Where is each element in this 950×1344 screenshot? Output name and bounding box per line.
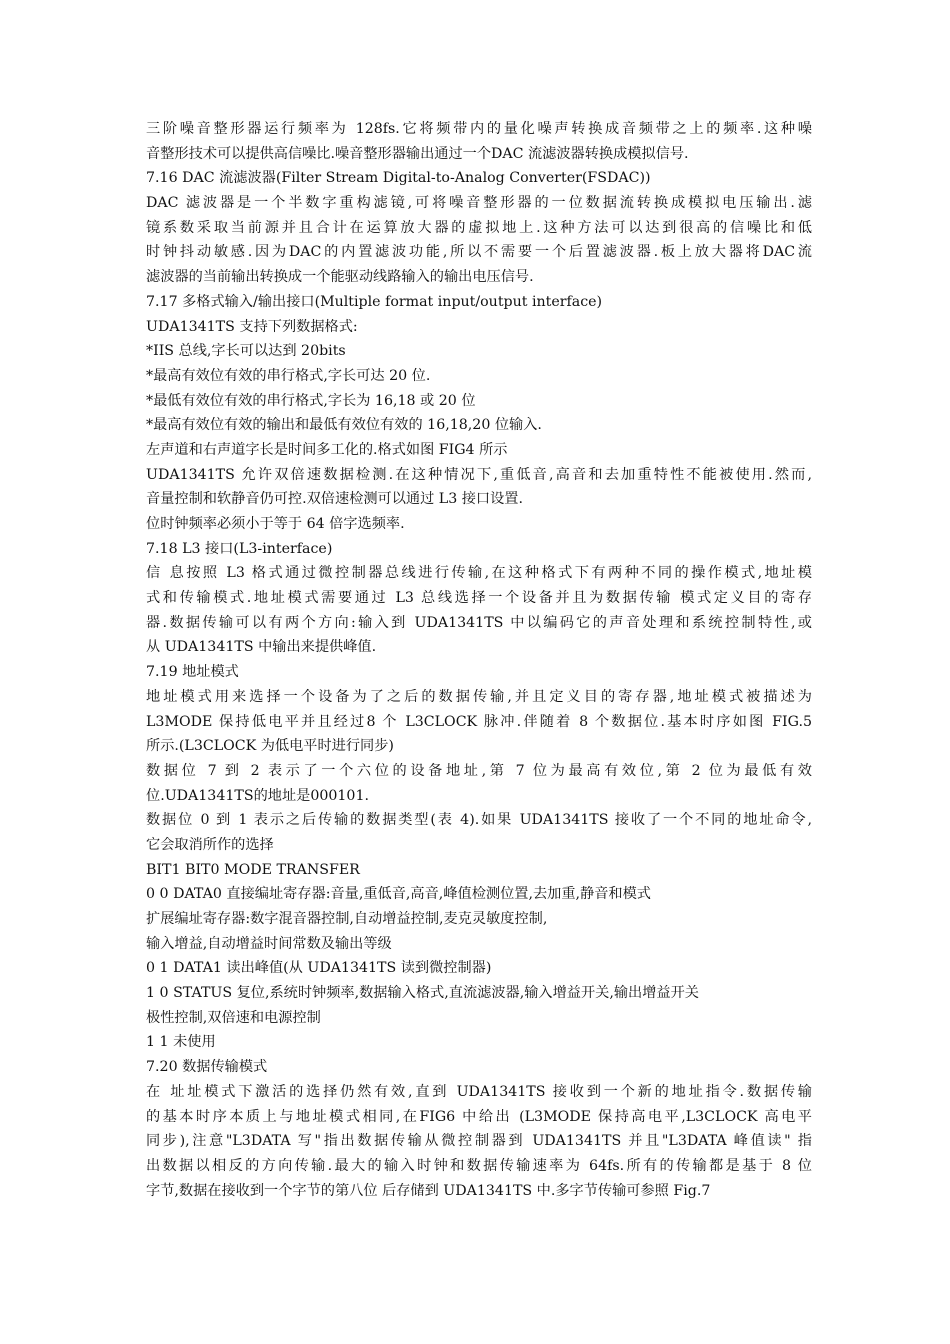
text-line: 音整形技术可以提供高信噪比.噪音整形器输出通过一个DAC 流滤波器转换成模拟信号. bbox=[146, 145, 689, 162]
section-heading: 7.16 DAC 流滤波器(Filter Stream Digital-to-Analog Converter(FSDAC)) bbox=[146, 170, 651, 187]
list-item: *最高有效位有效的输出和最低有效位有效的 16,18,20 位输入. bbox=[146, 417, 542, 434]
document-page bbox=[146, 117, 812, 1203]
text-line: 数据位 7 到 2 表示了一个六位的设备地址,第 7 位为最高有效位,第 2 位为最低有效 bbox=[146, 762, 812, 779]
text-line: 所示.(L3CLOCK 为低电平时进行同步) bbox=[146, 738, 394, 755]
text-line: L3MODE 保持低电平并且经过8 个 L3CLOCK 脉冲.伴随着 8 个数据位.基本时序如图 FIG.5 bbox=[146, 713, 812, 730]
section-heading: 7.20 数据传输模式 bbox=[146, 1059, 268, 1076]
text-line: 位.UDA1341TS的地址是000101. bbox=[146, 787, 369, 804]
text-line: UDA1341TS 允许双倍速数据检测.在这种情况下,重低音,高音和去加重特性不能被使用.然而, bbox=[146, 466, 812, 483]
text-line: 镜系数采取当前源并且合计在运算放大器的虚拟地上.这种方法可以达到很高的信噪比和低 bbox=[146, 219, 812, 236]
text-line: 时钟抖动敏感.因为DAC的内置滤波功能,所以不需要一个后置滤波器.板上放大器将DAC流 bbox=[146, 244, 812, 261]
text-line: 出数据以相反的方向传输.最大的输入时钟和数据传输速率为 64fs.所有的传输都是基于 8 位 bbox=[146, 1157, 812, 1174]
table-row: 极性控制,双倍速和电源控制 bbox=[146, 1009, 321, 1026]
text-line: 从 UDA1341TS 中输出来提供峰值. bbox=[146, 639, 377, 656]
section-heading: 7.19 地址模式 bbox=[146, 664, 239, 681]
table-row: 0 0 DATA0 直接编址寄存器:音量,重低音,高音,峰值检测位置,去加重,静音和模式 bbox=[146, 886, 651, 903]
list-item: *IIS 总线,字长可以达到 20bits bbox=[146, 343, 346, 360]
text-line: 在 址址模式下激活的选择仍然有效,直到 UDA1341TS 接收到一个新的地址指令.数据传输 bbox=[146, 1083, 812, 1100]
text-line: UDA1341TS 支持下列数据格式: bbox=[146, 318, 358, 335]
text-line: 的基本时序本质上与地址模式相同,在FIG6 中给出 (L3MODE 保持高电平,L3CLOCK 高电平 bbox=[146, 1108, 812, 1125]
text-line: 它会取消所作的选择 bbox=[146, 836, 274, 853]
section-heading: 7.17 多格式输入/输出接口(Multiple format input/output interface) bbox=[146, 293, 603, 310]
table-row: 1 0 STATUS 复位,系统时钟频率,数据输入格式,直流滤波器,输入增益开关,输出增益开关 bbox=[146, 985, 699, 1002]
text-line: 地址模式用来选择一个设备为了之后的数据传输,并且定义目的寄存器,地址模式被描述为 bbox=[146, 688, 812, 705]
text-line: 同步),注意"L3DATA 写"指出数据传输从微控制器到 UDA1341TS 并且"L3DATA 峰值读" 指 bbox=[146, 1133, 812, 1150]
list-item: *最高有效位有效的串行格式,字长可达 20 位. bbox=[146, 367, 431, 384]
table-row: 1 1 未使用 bbox=[146, 1034, 216, 1051]
text-line: 音量控制和软静音仍可控.双倍速检测可以通过 L3 接口设置. bbox=[146, 491, 523, 508]
text-line: 位时钟频率必须小于等于 64 倍字选频率. bbox=[146, 516, 405, 532]
text-line: 滤波器的当前输出转换成一个能驱动线路输入的输出电压信号. bbox=[146, 269, 534, 286]
table-row: 0 1 DATA1 读出峰值(从 UDA1341TS 读到微控制器) bbox=[146, 960, 492, 977]
list-item: *最低有效位有效的串行格式,字长为 16,18 或 20 位 bbox=[146, 392, 476, 409]
text-line: DAC 滤波器是一个半数字重构滤镜,可将噪音整形器的一位数据流转换成模拟电压输出.滤 bbox=[146, 195, 812, 212]
text-line: 左声道和右声道字长是时间多工化的.格式如图 FIG4 所示 bbox=[146, 441, 508, 458]
table-row: 扩展编址寄存器:数字混音器控制,自动增益控制,麦克灵敏度控制, bbox=[146, 911, 548, 927]
text-line: 器.数据传输可以有两个方向:输入到 UDA1341TS 中以编码它的声音处理和系统控制特性,或 bbox=[146, 614, 812, 631]
text-line: 三阶噪音整形器运行频率为 128fs.它将频带内的量化噪声转换成音频带之上的频率.这种噪 bbox=[146, 121, 812, 137]
text-line: 字节,数据在接收到一个字节的第八位 后存储到 UDA1341TS 中.多字节传输可参照 Fig.7 bbox=[146, 1182, 711, 1199]
section-heading: 7.18 L3 接口(L3-interface) bbox=[146, 540, 333, 557]
table-header: BIT1 BIT0 MODE TRANSFER bbox=[146, 861, 360, 878]
table-row: 输入增益,自动增益时间常数及输出等级 bbox=[146, 935, 392, 952]
text-line: 式和传输模式.地址模式需要通过 L3 总线选择一个设备并且为数据传输 模式定义目的寄存 bbox=[146, 590, 812, 607]
text-line: 数据位 0 到 1 表示之后传输的数据类型(表 4).如果 UDA1341TS 接收了一个不同的地址命令, bbox=[146, 812, 812, 829]
text-line: 信 息按照 L3 格式通过微控制器总线进行传输,在这种格式下有两种不同的操作模式,地址模 bbox=[146, 565, 812, 582]
